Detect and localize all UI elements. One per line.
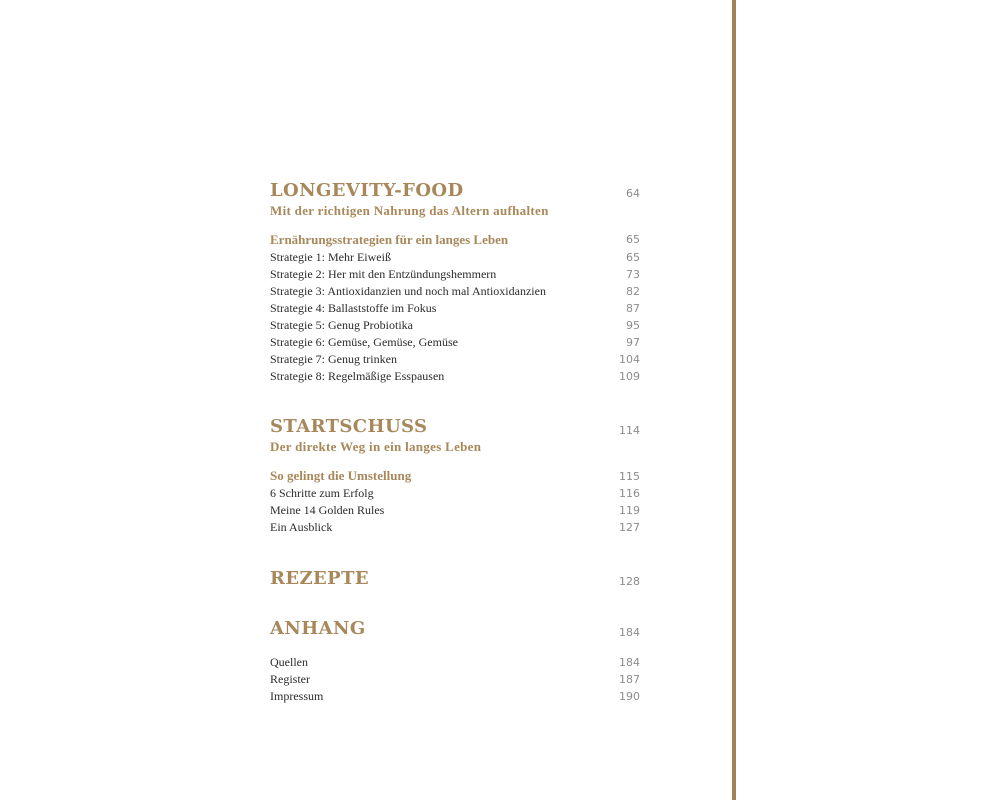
section-page-number: 184 [619,626,640,639]
toc-entry: Strategie 7: Genug trinken [270,352,397,366]
entry-page-number: 119 [619,504,640,517]
entry-page-number: 187 [619,673,640,686]
toc-entry: Quellen [270,655,308,669]
entry-page-number: 127 [619,521,640,534]
section-title: ANHANG [270,618,366,639]
entry-page-number: 97 [626,336,640,349]
toc-entry: Strategie 8: Regelmäßige Esspausen [270,369,445,383]
entry-page-number: 116 [619,487,640,500]
entry-page-number: 184 [619,656,640,669]
entry-page-number: 95 [626,319,640,332]
facing-margin [736,0,1000,800]
toc-entry: Register [270,672,310,686]
section-title: LONGEVITY-FOOD [270,180,464,201]
toc-entry: Strategie 4: Ballaststoffe im Fokus [270,301,437,315]
section-title: STARTSCHUSS [270,416,428,437]
toc-entry: Strategie 1: Mehr Eiweiß [270,250,391,264]
section-page-number: 64 [626,187,640,200]
section-page-number: 114 [619,424,640,437]
subheading-page-number: 115 [619,470,640,483]
toc-entry: Impressum [270,689,324,703]
section-subtitle: Mit der richtigen Nahrung das Altern aufhalten [270,203,549,218]
toc-entry: Strategie 6: Gemüse, Gemüse, Gemüse [270,335,458,349]
toc-entry: Strategie 3: Antioxidanzien und noch mal Antioxidanzien [270,284,546,298]
toc-entry: 6 Schritte zum Erfolg [270,486,374,500]
toc-entry: Meine 14 Golden Rules [270,503,385,517]
entry-page-number: 104 [619,353,640,366]
toc-entry: Strategie 2: Her mit den Entzündungshemmern [270,267,497,281]
toc-entry: Ein Ausblick [270,520,333,534]
entry-page-number: 109 [619,370,640,383]
section-subtitle: Der direkte Weg in ein langes Leben [270,439,482,454]
entry-page-number: 65 [626,251,640,264]
entry-page-number: 190 [619,690,640,703]
toc-subheading: So gelingt die Umstellung [270,468,412,483]
entry-page-number: 73 [626,268,640,281]
section-title: REZEPTE [270,568,369,589]
entry-page-number: 82 [626,285,640,298]
entry-page-number: 87 [626,302,640,315]
toc-subheading: Ernährungsstrategien für ein langes Leben [270,232,509,247]
toc-entry: Strategie 5: Genug Probiotika [270,318,413,332]
section-page-number: 128 [619,575,640,588]
subheading-page-number: 65 [626,233,640,246]
